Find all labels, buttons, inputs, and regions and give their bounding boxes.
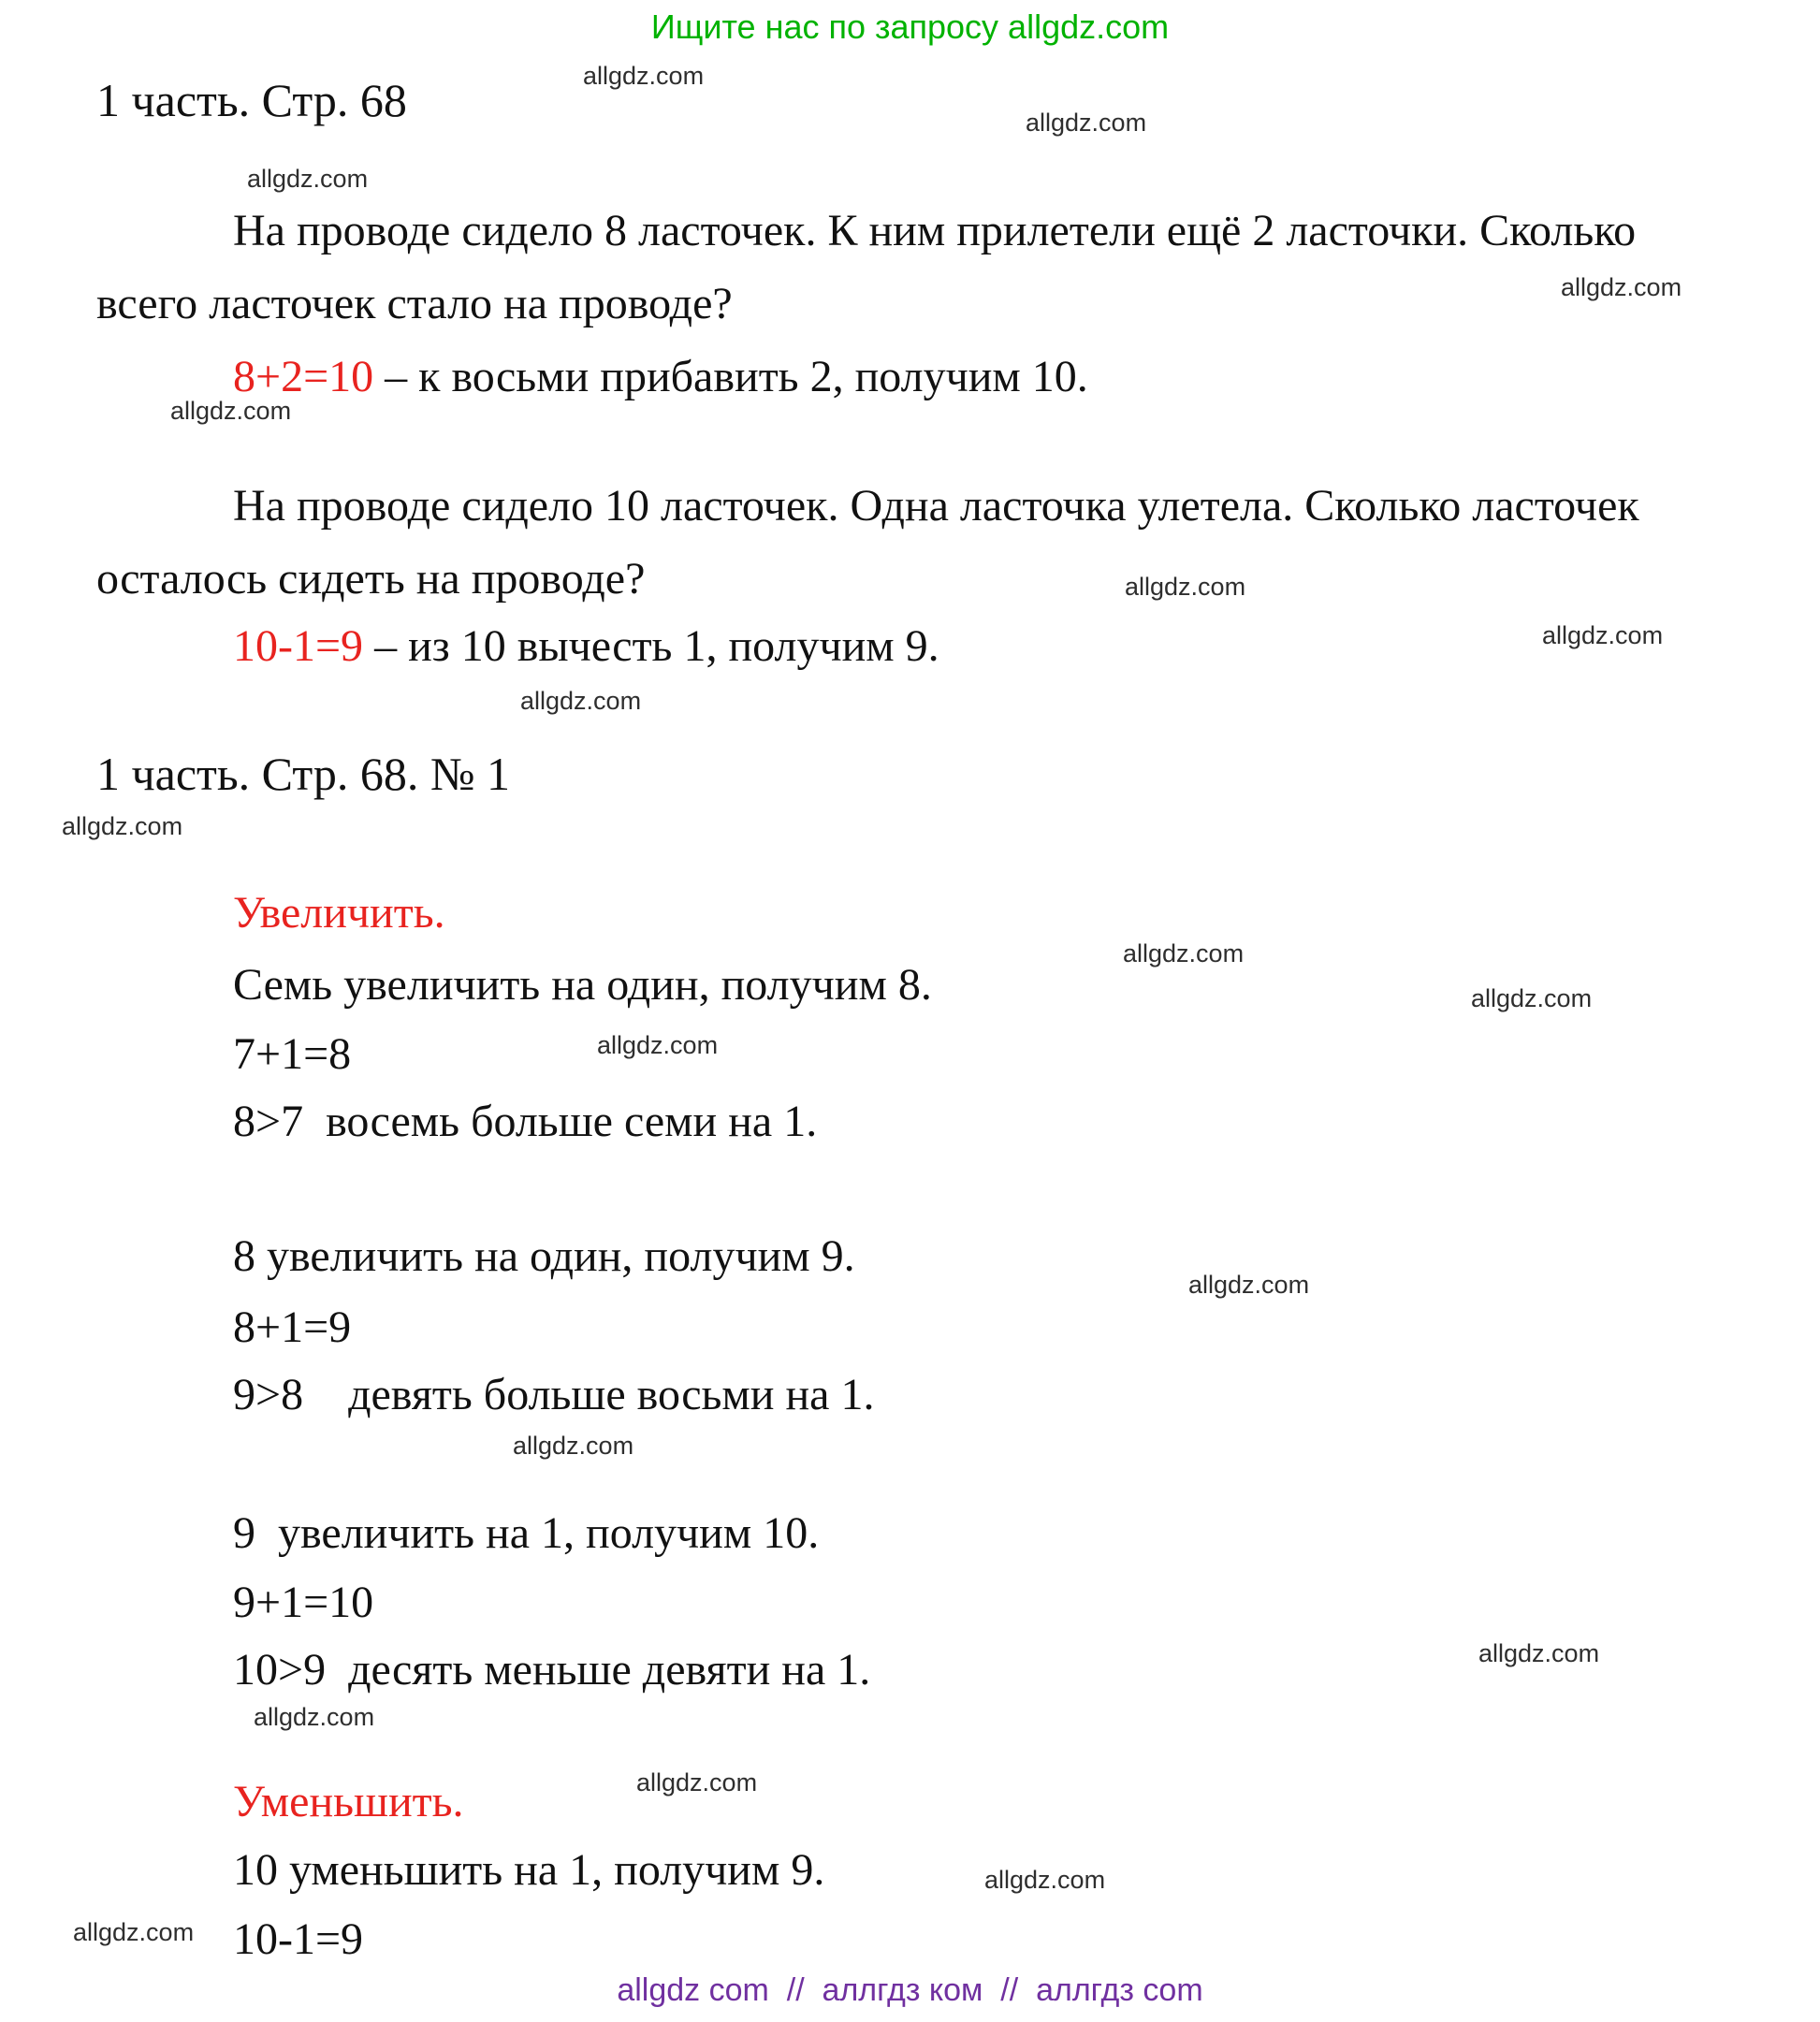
increase-g3-comparison: 10>9 десять меньше девяти на 1. — [233, 1645, 871, 1695]
watermark: allgdz.com — [1471, 984, 1593, 1012]
watermark: allgdz.com — [247, 165, 369, 193]
watermark: allgdz.com — [1123, 939, 1245, 967]
site-footer: allgdz com // аллгдз ком // аллгдз com — [617, 1972, 1203, 2008]
watermark: allgdz.com — [254, 1703, 375, 1731]
watermark: allgdz.com — [1542, 621, 1664, 649]
watermark: allgdz.com — [984, 1866, 1106, 1894]
watermark: allgdz.com — [520, 687, 642, 715]
watermark: allgdz.com — [170, 397, 292, 425]
increase-g2-statement: 8 увеличить на один, получим 9. — [233, 1231, 855, 1281]
header-part-page: 1 часть. Стр. 68 — [96, 74, 407, 126]
increase-g1-equation: 7+1=8 — [233, 1029, 352, 1079]
increase-g2-comparison: 9>8 девять больше восьми на 1. — [233, 1370, 875, 1419]
watermark: allgdz.com — [1561, 273, 1682, 301]
decrease-statement: 10 уменьшить на 1, получим 9. — [233, 1845, 825, 1895]
task2-explanation: – из 10 вычесть 1, получим 9. — [363, 621, 939, 671]
watermark: allgdz.com — [1125, 573, 1246, 601]
header-part-page-task: 1 часть. Стр. 68. № 1 — [96, 748, 511, 800]
increase-g1-comparison: 8>7 восемь больше семи на 1. — [233, 1097, 818, 1146]
watermark: allgdz.com — [1026, 109, 1147, 137]
task2-paragraph: На проводе сидело 10 ласточек. Одна ласточка улетела. Сколько ласточек осталось сидеть на проводе? — [96, 481, 1639, 604]
decrease-title: Уменьшить. — [233, 1777, 464, 1826]
watermark: allgdz.com — [597, 1031, 719, 1059]
task1-answer — [233, 348, 1088, 406]
task2-answer — [233, 618, 939, 676]
watermark: allgdz.com — [1188, 1271, 1310, 1299]
increase-title: Увеличить. — [233, 888, 445, 938]
task1-explanation: – к восьми прибавить 2, получим 10. — [373, 352, 1088, 401]
watermark: allgdz.com — [583, 62, 705, 90]
increase-g3-statement: 9 увеличить на 1, получим 10. — [233, 1508, 820, 1558]
site-banner: Ищите нас по запросу allgdz.com — [650, 7, 1170, 46]
watermark: allgdz.com — [1478, 1639, 1600, 1667]
task2-equation: 10-1=9 — [233, 621, 364, 671]
task1-paragraph: На проводе сидело 8 ласточек. К ним прилетели ещё 2 ласточки. Сколько всего ласточек стало на проводе? — [96, 206, 1637, 328]
watermark: allgdz.com — [62, 812, 183, 840]
watermark: allgdz.com — [513, 1432, 634, 1460]
increase-g1-statement: Семь увеличить на один, получим 8. — [233, 960, 932, 1010]
increase-g2-equation: 8+1=9 — [233, 1302, 352, 1352]
increase-g3-equation: 9+1=10 — [233, 1578, 374, 1627]
task1-equation: 8+2=10 — [233, 352, 374, 401]
watermark: allgdz.com — [73, 1918, 195, 1946]
watermark: allgdz.com — [636, 1768, 758, 1797]
decrease-equation: 10-1=9 — [233, 1914, 364, 1964]
